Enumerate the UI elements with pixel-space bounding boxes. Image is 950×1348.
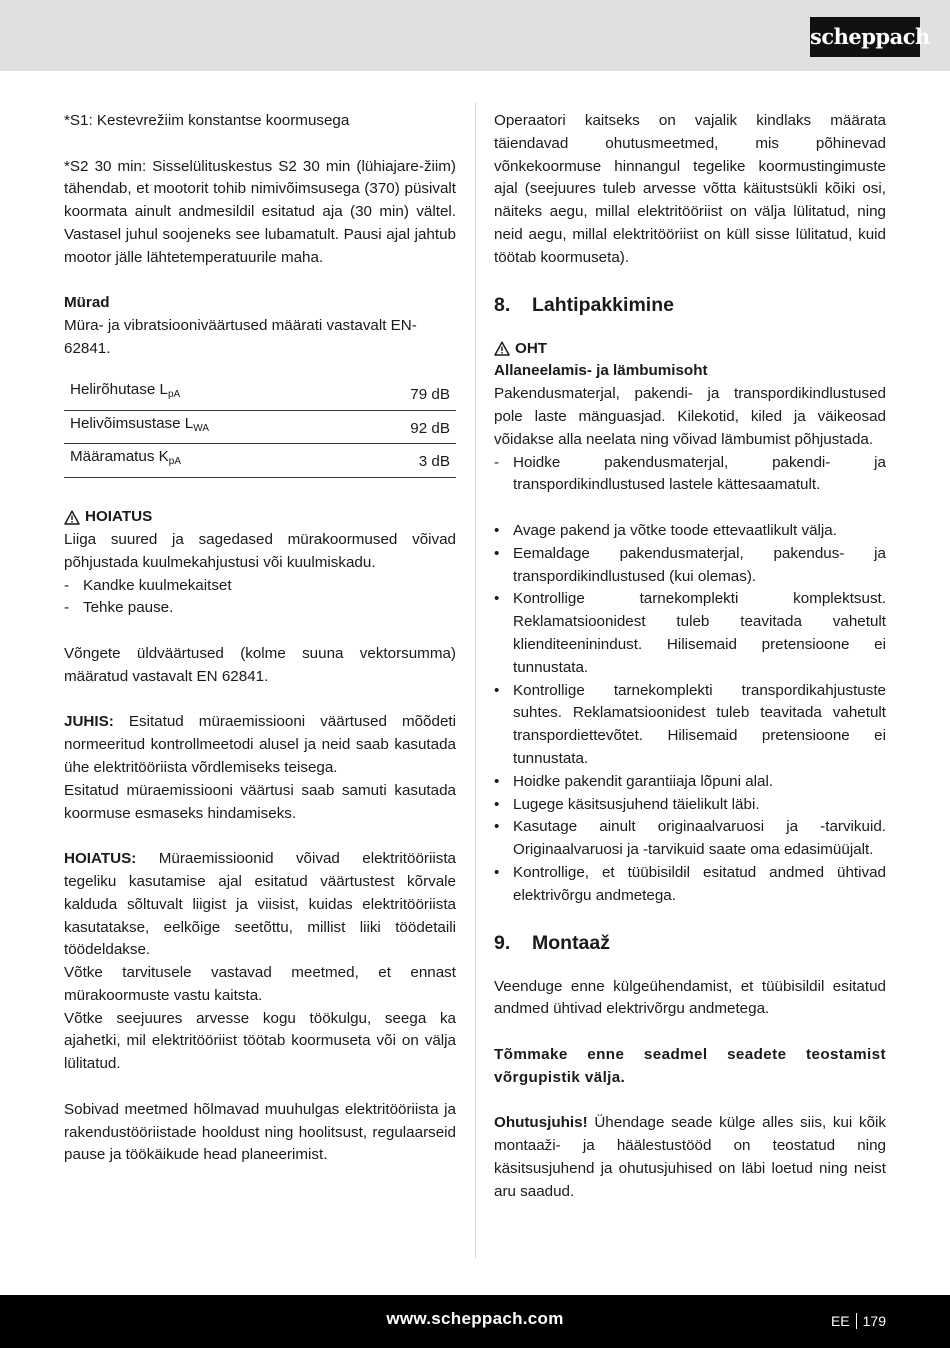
oht-subtitle: Allaneelamis- ja lämbumisoht <box>494 362 708 380</box>
table-value: 79 dB <box>356 377 456 410</box>
list-item: • Hoidke pakendit garantiiaja lõpuni alal. <box>494 771 886 794</box>
table-row <box>64 444 456 478</box>
table-row <box>64 377 456 410</box>
montage-paragraph: Veenduge enne külgeühendamist, et tüübisildil esitatud andmed ühtivad elektrivõrgu andmetega. <box>494 977 886 1018</box>
list-item: • Kontrollige tarnekomplekti komplektsust. Reklamatsioonidest tuleb teavitada vahetult klienditeeninindust. Hilisemaid pretensioone ei tunnustata. <box>494 588 886 679</box>
scheppach-logo: scheppach <box>810 17 920 57</box>
oht-heading <box>494 338 886 361</box>
section-8-heading: 8. Lahtipakkimine <box>494 293 674 316</box>
left-column <box>64 110 456 1167</box>
safety-label: Ohutusjuhis! <box>494 1114 588 1132</box>
list-item: • Lugege käsitsusjuhend täielikult läbi. <box>494 794 886 817</box>
note-paragraph: JUHIS: Esitatud müraemissiooni väärtused mõõdeti normeeritud kontrollmeetodi alusel ja neid saab kasutada ühe elektritööriista võrdlemiseks teisega. <box>64 713 456 776</box>
warning-title: HOIATUS <box>85 508 153 526</box>
warning-triangle-icon <box>494 341 510 356</box>
hoiatus-paragraph-3: Võtke seejuures arvesse kogu töökulgu, seega ka ajahetki, mil elektritööriist töötab koormuseta või on välja lülitatud. <box>64 1009 456 1073</box>
right-column <box>494 110 886 1203</box>
safety-paragraph: Ohutusjuhis! Ühendage seade külge alles siis, kui kõik montaaži- ja häälestustööd on teostatud ning käsitsusjuhend ja ohutusjuhised on läbi loetud ning neist aru saadud. <box>494 1114 886 1200</box>
s1-paragraph: *S1: Kestevrežiim konstantse koormusega <box>64 112 350 129</box>
language-code: EE <box>830 1313 850 1329</box>
footer-url: www.scheppach.com <box>386 1309 564 1328</box>
oht-list <box>494 452 886 498</box>
oht-title: OHT <box>515 339 548 357</box>
hoiatus-paragraph-2: Võtke tarvitusele vastavad meetmed, et ennast mürakoormuste vastu kaitsta. <box>64 964 456 1004</box>
table-value: 92 dB <box>356 410 456 444</box>
footer-bar <box>0 1295 950 1348</box>
section-9-heading: 9. Montaaž <box>494 931 610 954</box>
warning-triangle-icon <box>64 510 80 525</box>
page-indicator <box>831 1310 886 1333</box>
table-label: Helivõimsustase $L_{WA}$ <box>64 410 356 444</box>
table-label: Määramatus $K_{pA}$ <box>64 444 356 478</box>
list-item: • Eemaldage pakendusmaterjal, pakendus- ja transpordikindlustused (kui olemas). <box>494 543 886 589</box>
hoiatus-label: HOIATUS: <box>64 850 137 868</box>
note-paragraph-2: Esitatud müraemissiooni väärtusi saab samuti kasutada koormuse esmaseks hindamiseks. <box>64 781 456 822</box>
list-item: - Hoidke pakendusmaterjal, pakendi- ja transpordikindlustused lastele kättesaamatult. <box>494 452 886 498</box>
murad-heading: Mürad <box>64 294 110 312</box>
page-number: 179 <box>862 1313 886 1329</box>
list-item: • Kontrollige tarnekomplekti transpordikahjustuste suhtes. Reklamatsioonidest tuleb teavitada vahetult transpordiettevõtet. Hilisemaid pretensioone ei tunnustata. <box>494 680 886 771</box>
operator-paragraph: Operaatori kaitseks on vajalik kindlaks määrata täiendavad ohutusmeetmed, mis põhinevad võnkekoormuse hinnangul tegelike koormustingimuste ajal (seejuures tuleb arvesse võtta käitustsükli kõiki osi, näiteks aegu, millal elektritööriist on välja lülitatud, ning neid aegu, millal elektritööriist on küll sisse lülitatud, kuid töötab koormuseta). <box>494 112 886 266</box>
table-row <box>64 410 456 444</box>
measures-paragraph: Sobivad meetmed hõlmavad muuhulgas elektritööriista ja rakendustööriistade hooldust ning hoolitsust, regulaarseid pause ja töökäikude head planeerimist. <box>64 1100 456 1164</box>
column-divider <box>475 103 476 1258</box>
s2-paragraph: *S2 30 min: Sisselülituskestus S2 30 min (lühiajare-žiim) tähendab, et mootorit tohib nimivõimsusega (370) püsivalt koormata ainult andmesildil esitatud aja (30 min) vältel. Vastasel juhul soojeneks see lubamatult. Pausi ajal jahtub mootor jälle lähtetemperatuurile maha. <box>64 157 456 266</box>
noise-table <box>64 377 456 478</box>
table-label: Helirõhutase $L_{pA}$ <box>64 377 356 410</box>
list-item: • Kontrollige, et tüübisildil esitatud andmed ühtivad elektrivõrgu andmetega. <box>494 862 886 908</box>
warning-list <box>64 575 456 621</box>
hoiatus-paragraph: HOIATUS: Müraemissioonid võivad elektritööriista tegeliku kasutamise ajal esitatud väärtustest kõrvale kalduda sõltuvalt liigist ja viisist, kuidas elektritööriista kasutatakse, eelkõige seetõttu, millist liiki töödetaili töödeldakse. <box>64 850 456 959</box>
warning-paragraph: Liiga suured ja sagedased mürakoormused võivad põhjustada kuulmekahjustusi või kuulmiskadu. <box>64 530 456 571</box>
list-item: • Avage pakend ja võtke toode ettevaatlikult välja. <box>494 520 886 543</box>
list-item: - Tehke pause. <box>64 597 456 620</box>
murad-paragraph: Müra- ja vibratsiooniväärtused määrati vastavalt EN-62841. <box>64 317 417 357</box>
table-value: 3 dB <box>356 444 456 478</box>
list-item: - Kandke kuulmekaitset <box>64 575 456 598</box>
unpack-list <box>494 520 886 908</box>
list-item: • Kasutage ainult originaalvaruosi ja -tarvikuid. Originaalvaruosi ja -tarvikuid saate oma edasimüüjalt. <box>494 816 886 862</box>
warning-heading <box>64 506 456 529</box>
oht-paragraph: Pakendusmaterjal, pakendi- ja transpordikindlustused pole laste mänguasjad. Kilekotid, kiled ja väikeosad võidakse alla neelata ning võivad lämbumist põhjustada. <box>494 385 886 448</box>
header-band <box>0 0 950 71</box>
note-label: JUHIS: <box>64 713 114 731</box>
unplug-paragraph: Tõmmake enne seadmel seadete teostamist võrgupistik välja. <box>494 1045 886 1086</box>
vibration-paragraph: Võngete üldväärtused (kolme suuna vektorsumma) määratud vastavalt EN 62841. <box>64 644 456 685</box>
